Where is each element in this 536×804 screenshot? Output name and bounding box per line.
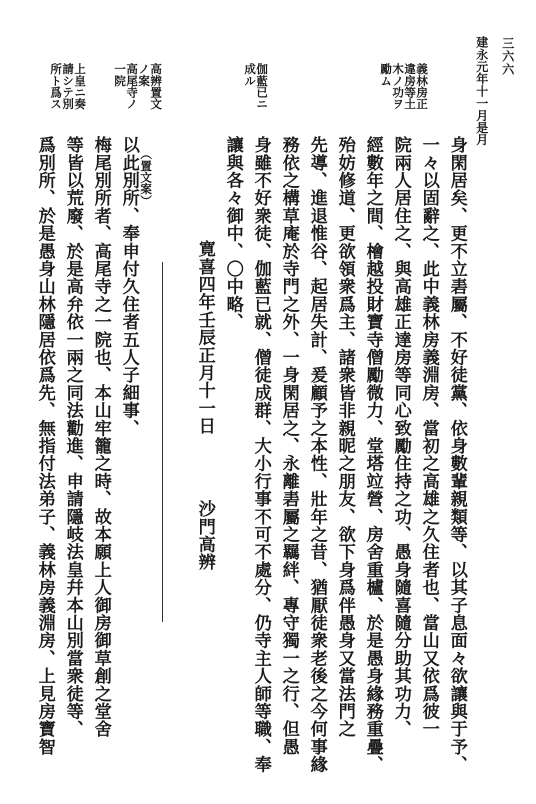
body-column: 梅尾別所者、高尾寺之一院也、本山牢籠之時、故本願上人御房御草創之堂舍: [90, 136, 111, 738]
author-signature: 沙門高辨: [194, 500, 215, 571]
body-column: 爲別所、於是愚身山林隱居依爲先、無指付法弟子、義林房義淵房、上見房寶智: [34, 136, 55, 756]
body-column: 等皆以荒廢、於是高弁依一兩之同法勸進、申請隱岐法皇幷本山別當衆徒等、: [62, 136, 83, 738]
body-column: 殆妨修道、更欲領衆爲主、諸衆皆非親昵之朋友、欲下身爲伴愚身又當法門之: [334, 136, 355, 738]
separator-line: [162, 262, 163, 622]
note-line: 所ト爲ス: [49, 63, 64, 110]
note-line: 違房等土: [403, 63, 418, 110]
body-column: 先導、進退惟谷、起居失計、爰顧予之本性、壯年之昔、猶厭徒衆老後之今何事緣: [306, 136, 327, 774]
body-column: 院兩人居住之、與高雄正達房等同心致勵住持之功、愚身隨喜隨分助其功力、: [390, 136, 411, 738]
page-number: 三六六: [500, 37, 515, 76]
note-line: 一院: [113, 63, 128, 87]
document-date: 寛喜四年壬辰正月十一日: [194, 240, 215, 435]
note-line: 木ノ功ヲ: [391, 63, 406, 110]
note-line: 勵ム: [379, 63, 394, 87]
note-line: 請シテ別: [61, 63, 76, 110]
note-line: 義林房正: [415, 63, 430, 110]
body-column: 一々以固辭之、此中義林房義淵房、當初之高雄之久住者也、當山又依爲彼一: [418, 136, 439, 738]
body-column: 以此別所、奉申付久住者五人子細事、: [118, 136, 139, 437]
body-column: 讓與各々御中、〇中略、: [222, 136, 243, 331]
note-line: 成ル: [243, 63, 258, 87]
note-label: （置文案）: [139, 148, 154, 207]
body-column: 身閑居矣、更不立砉屬、不好徒黨、依身數輩親類等、以其子息面々欲讓與于予、: [446, 136, 467, 774]
note-line: 高辨置文: [149, 63, 164, 110]
note-line: 伽藍已ニ: [255, 63, 270, 110]
note-line: 上皇ニ奏: [73, 63, 88, 110]
body-column: 經數年之間、檜越投財寶寺僧勵微力、堂塔竝營、房舍重櫨、於是愚身緣務重疊、: [362, 136, 383, 774]
note-line: ノ案: [137, 63, 152, 87]
body-column: 身雖不好衆徒、伽藍已就、僧徒成群、大小行事不可不處分、仍寺主人師等職、奉: [250, 136, 271, 774]
note-line: 高尾寺ノ: [125, 63, 140, 110]
running-title: 建永元年十一月是月: [474, 36, 489, 146]
body-column: 務依之構草庵於寺門之外、一身閑居之、永離砉屬之羈絆、專守獨一之行、但愚: [278, 136, 299, 756]
